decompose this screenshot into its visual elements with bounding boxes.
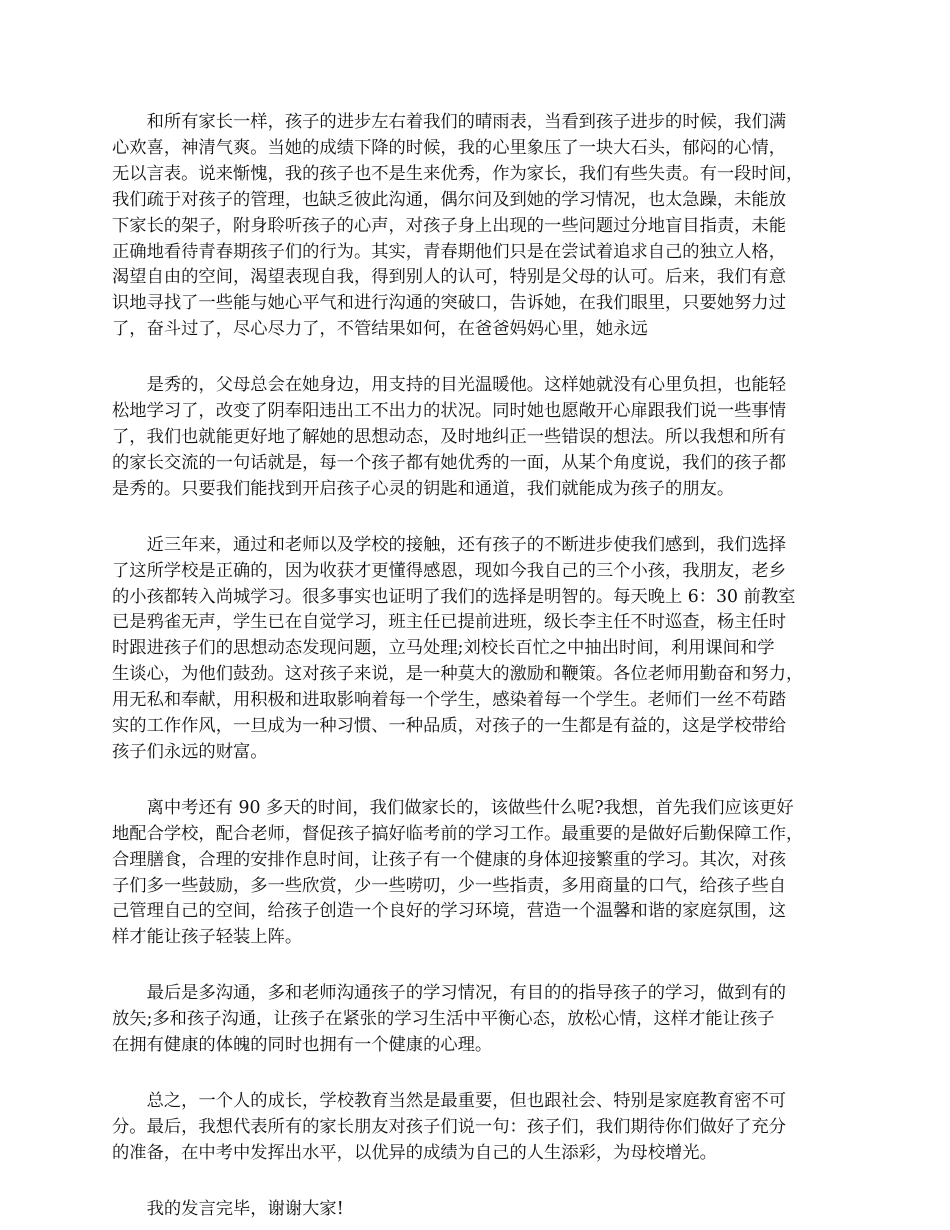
paragraph-line: 生谈心，为他们鼓劲。这对孩子来说，是一种莫大的激励和鞭策。各位老师用勤奋和努力， xyxy=(112,664,804,685)
paragraph-line: 我们疏于对孩子的管理，也缺乏彼此沟通，偶尔问及到她的学习情况，也太急躁，未能放 xyxy=(112,189,786,210)
paragraph-line: 识地寻找了一些能与她心平气和进行沟通的突破口，告诉她，在我们眼里，只要她努力过 xyxy=(112,293,786,314)
paragraph-line: 实的工作作风，一旦成为一种习惯、一种品质，对孩子的一生都是有益的，这是学校带给 xyxy=(112,716,786,737)
paragraph-2 xyxy=(112,373,847,503)
paragraph-line: 我的发言完毕，谢谢大家! xyxy=(146,1198,344,1219)
paragraph-line: 心欢喜，神清气爽。当她的成绩下降的时候，我的心里象压了一块大石头，郁闷的心情， xyxy=(112,137,786,158)
paragraph-line: 渴望自由的空间，渴望表现自我，得到别人的认可，特别是父母的认可。后来，我们有意 xyxy=(112,267,786,288)
paragraph-line: 用无私和奉献，用积极和进取影响着每一个学生，感染着每一个学生。老师们一丝不苟踏 xyxy=(112,690,786,711)
paragraph-line: 的小孩都转入尚城学习。很多事实也证明了我们的选择是明智的。每天晚上 6：30 前教室 xyxy=(112,586,796,607)
paragraph-line: 样才能让孩子轻装上阵。 xyxy=(112,927,303,948)
paragraph-3 xyxy=(112,533,847,766)
paragraph-line: 是秀的，父母总会在她身边，用支持的目光温暖他。这样她就没有心里负担，也能轻 xyxy=(146,375,787,396)
paragraph-line: 己管理自己的空间，给孩子创造一个良好的学习环境，营造一个温馨和谐的家庭氛围，这 xyxy=(112,901,786,922)
paragraph-line: 了，我们也就能更好地了解她的思想动态，及时地纠正一些错误的想法。所以我想和所有 xyxy=(112,426,786,447)
paragraph-line: 和所有家长一样，孩子的进步左右着我们的晴雨表，当看到孩子进步的时候，我们满 xyxy=(146,112,787,132)
paragraph-line: 的家长交流的一句话就是，每一个孩子都有她优秀的一面，从某个角度说，我们的孩子都 xyxy=(112,452,786,473)
paragraph-6 xyxy=(112,1089,847,1167)
paragraph-line: 地配合学校，配合老师，督促孩子搞好临考前的学习工作。最重要的是做好后勤保障工作， xyxy=(112,823,804,844)
paragraph-line: 下家长的架子，附身聆听孩子的心声，对孩子身上出现的一些问题过分地盲目指责，未能 xyxy=(112,215,786,236)
paragraph-1 xyxy=(112,110,847,343)
paragraph-line: 放矢;多和孩子沟通，让孩子在紧张的学习生活中平衡心态，放松心情，这样才能让孩子 xyxy=(112,1009,775,1030)
paragraph-line: 已是鸦雀无声，学生已在自觉学习，班主任已提前进班，级长李主任不时巡查，杨主任时 xyxy=(112,612,786,633)
paragraph-line: 是秀的。只要我们能找到开启孩子心灵的钥匙和通道，我们就能成为孩子的朋友。 xyxy=(112,478,735,499)
paragraph-5 xyxy=(112,981,847,1059)
paragraph-line: 松地学习了，改变了阴奉阳违出工不出力的状况。同时她也愿敞开心扉跟我们说一些事情 xyxy=(112,401,786,422)
paragraph-line: 子们多一些鼓励，多一些欣赏，少一些唠叨，少一些指责，多用商量的口气，给孩子些自 xyxy=(112,875,786,896)
paragraph-line: 了，奋斗过了，尽心尽力了，不管结果如何，在爸爸妈妈心里，她永远 xyxy=(112,319,648,340)
paragraph-line: 在拥有健康的体魄的同时也拥有一个健康的心理。 xyxy=(112,1035,493,1056)
paragraph-line: 总之，一个人的成长，学校教育当然是最重要，但也跟社会、特别是家庭教育密不可 xyxy=(146,1091,787,1111)
paragraph-line: 分。最后，我想代表所有的家长朋友对孩子们说一句：孩子们，我们期待你们做好了充分 xyxy=(112,1116,786,1137)
document-body xyxy=(112,110,847,1223)
paragraph-line: 了这所学校是正确的，因为收获才更懂得感恩，现如今我自己的三个小孩，我朋友，老乡 xyxy=(112,560,786,581)
paragraph-line: 孩子们永远的财富。 xyxy=(112,741,268,762)
paragraph-line: 合理膳食，合理的安排作息时间，让孩子有一个健康的身体迎接繁重的学习。其次，对孩 xyxy=(112,849,786,870)
paragraph-line: 离中考还有 90 多天的时间，我们做家长的，该做些什么呢?我想，首先我们应该更好 xyxy=(146,797,794,818)
paragraph-line: 近三年来，通过和老师以及学校的接触，还有孩子的不断进步使我们感到，我们选择 xyxy=(146,534,787,555)
paragraph-7-closing xyxy=(112,1197,847,1223)
paragraph-line: 正确地看待青春期孩子们的行为。其实，青春期他们只是在尝试着追求自己的独立人格， xyxy=(112,241,786,262)
paragraph-line: 无以言表。说来惭愧，我的孩子也不是生来优秀，作为家长，我们有些失责。有一段时间， xyxy=(112,163,804,184)
paragraph-line: 时跟进孩子们的思想动态发现问题，立马处理;刘校长百忙之中抽出时间，利用课间和学 xyxy=(112,638,775,659)
paragraph-4 xyxy=(112,796,847,951)
paragraph-line: 的准备，在中考中发挥出水平，以优异的成绩为自己的人生添彩，为母校增光。 xyxy=(112,1142,717,1163)
paragraph-line: 最后是多沟通，多和老师沟通孩子的学习情况，有目的的指导孩子的学习，做到有的 xyxy=(146,983,787,1004)
